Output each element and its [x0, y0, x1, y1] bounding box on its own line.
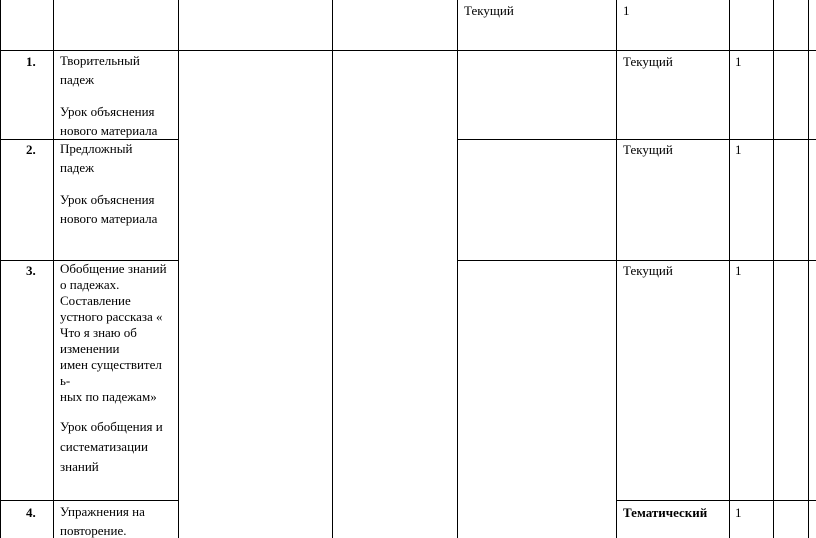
topic-line: о падежах.: [60, 277, 120, 292]
row-hours: 1: [735, 505, 742, 520]
row-control-type: Текущий: [623, 54, 673, 69]
lesson-type-line: Урок объяснения: [60, 104, 155, 119]
topic-line: устного рассказа «: [60, 309, 163, 324]
lesson-type-line: нового материала: [60, 211, 158, 226]
row-topic: [60, 261, 167, 477]
topic-line: повторение.: [60, 523, 127, 538]
row-hours: 1: [735, 263, 742, 278]
topic-line: Упражнения на: [60, 504, 145, 519]
row-control-type: Текущий: [623, 263, 673, 278]
column-divider: [616, 0, 617, 538]
topic-line: имен существител: [60, 357, 162, 372]
table-border-left: [0, 0, 1, 538]
lesson-type-line: Урок объяснения: [60, 192, 155, 207]
lesson-type-line: знаний: [60, 459, 99, 474]
topic-line: Что я знаю об: [60, 325, 137, 340]
column-divider: [808, 0, 809, 538]
row-number: 1.: [26, 54, 36, 69]
row-divider: [457, 260, 816, 261]
lesson-type-line: нового материала: [60, 123, 158, 138]
column-divider: [178, 0, 179, 538]
topic-line: ь-: [60, 373, 71, 388]
row-number: 3.: [26, 263, 36, 278]
row-control-type: Текущий: [623, 142, 673, 157]
row-divider: [0, 500, 178, 501]
row-divider: [616, 500, 816, 501]
column-divider: [53, 0, 54, 538]
topic-line: Предложный: [60, 141, 133, 156]
row-topic: [60, 140, 157, 227]
column-divider: [773, 0, 774, 538]
header-control-type: Текущий: [464, 3, 514, 18]
column-divider: [332, 0, 333, 538]
lesson-type-line: Урок обобщения и: [60, 419, 163, 434]
topic-line: падеж: [60, 160, 95, 175]
topic-line: падеж: [60, 72, 95, 87]
lesson-type-line: систематизации: [60, 439, 148, 454]
row-topic: [60, 52, 157, 139]
topic-line: изменении: [60, 341, 120, 356]
column-divider: [729, 0, 730, 538]
topic-line: Творительный: [60, 53, 140, 68]
column-divider: [457, 0, 458, 538]
topic-line: ных по падежам»: [60, 389, 157, 404]
row-hours: 1: [735, 54, 742, 69]
row-control-type: Тематический: [623, 505, 708, 520]
row-divider: [0, 50, 816, 51]
row-divider: [457, 139, 816, 140]
topic-line: Составление: [60, 293, 131, 308]
row-hours: 1: [735, 142, 742, 157]
header-hours: 1: [623, 3, 630, 18]
row-number: 4.: [26, 505, 36, 520]
topic-line: Обобщение знаний: [60, 261, 167, 276]
row-topic: [60, 503, 145, 538]
row-number: 2.: [26, 142, 36, 157]
